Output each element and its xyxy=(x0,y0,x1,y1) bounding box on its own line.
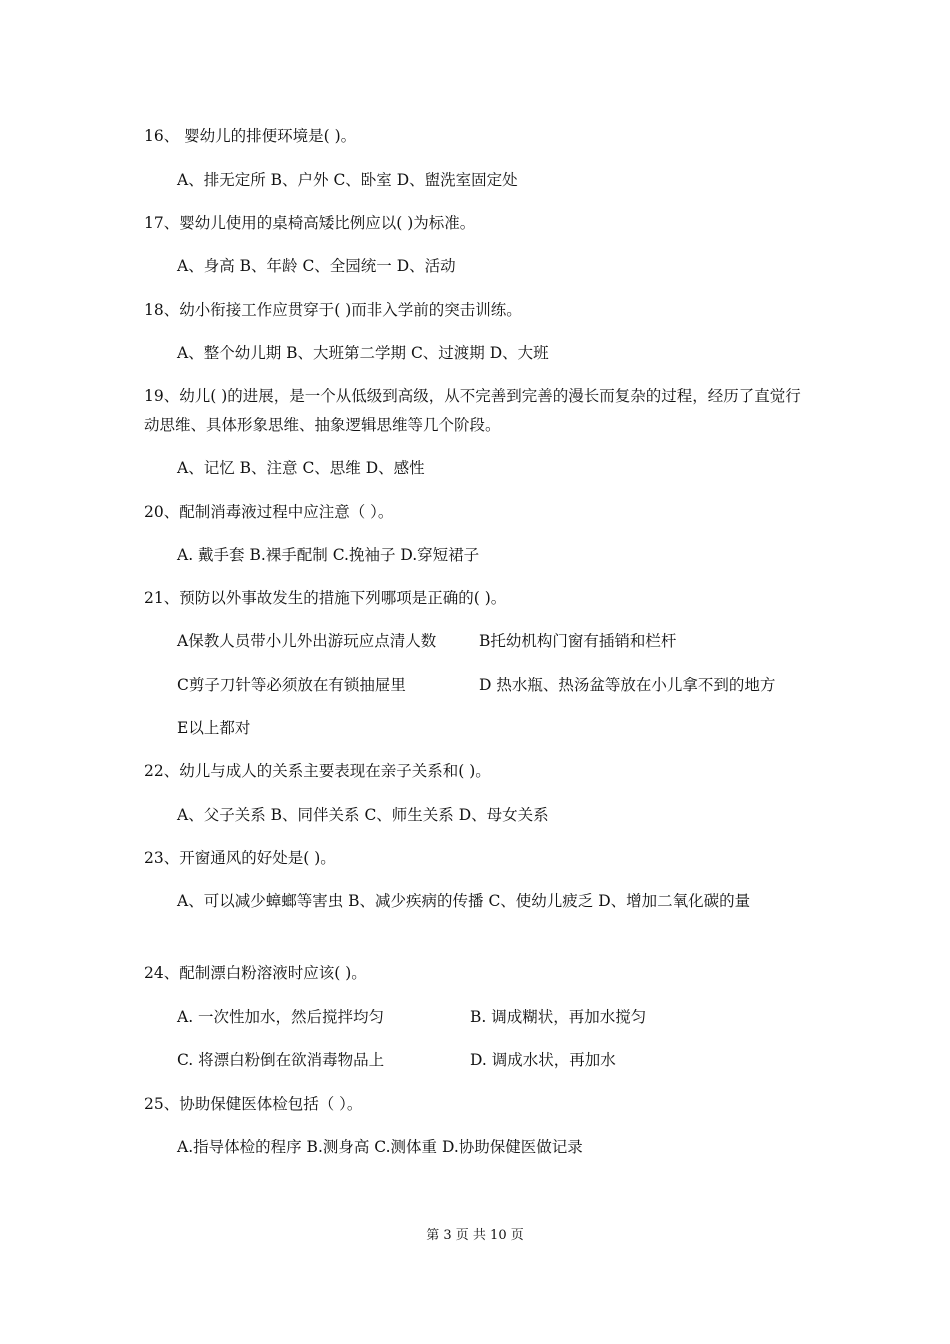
question-25-options: A.指导体检的程序 B.测身高 C.测体重 D.协助保健医做记录 xyxy=(177,1138,583,1156)
question-23-options: A、可以减少蟑螂等害虫 B、减少疾病的传播 C、使幼儿疲乏 D、增加二氧化碳的量 xyxy=(177,892,751,910)
question-24-option-a: A. 一次性加水，然后搅拌均匀 xyxy=(177,1008,385,1026)
question-21-option-a: A保教人员带小儿外出游玩应点清人数 xyxy=(177,632,437,650)
question-24-stem: 24、配制漂白粉溶液时应该( )。 xyxy=(144,964,367,982)
question-21-options-row-1 xyxy=(177,627,817,656)
question-16-stem: 16、 婴幼儿的排便环境是( )。 xyxy=(144,127,357,145)
question-18-options: A、整个幼儿期 B、大班第二学期 C、过渡期 D、大班 xyxy=(177,344,549,362)
question-21-option-c: C剪子刀针等必须放在有锁抽屉里 xyxy=(177,676,406,694)
question-20-options: A. 戴手套 B.裸手配制 C.挽袖子 D.穿短裙子 xyxy=(177,546,480,564)
question-21-option-d: D 热水瓶、热汤盆等放在小儿拿不到的地方 xyxy=(479,676,776,694)
page-footer-label: 第 3 页 共 10 页 xyxy=(426,1228,524,1243)
question-21-option-b: B托幼机构门窗有插销和栏杆 xyxy=(479,632,677,650)
question-24-options-row-1 xyxy=(177,1003,817,1032)
question-17-stem: 17、婴幼儿使用的桌椅高矮比例应以( )为标准。 xyxy=(144,214,476,232)
question-22-options: A、父子关系 B、同伴关系 C、师生关系 D、母女关系 xyxy=(177,806,549,824)
question-21-stem: 21、预防以外事故发生的措施下列哪项是正确的( )。 xyxy=(144,589,507,607)
question-19-stem: 19、幼儿( )的进展，是一个从低级到高级，从不完善到完善的漫长而复杂的过程，经历了直觉行动思维、具体形象思维、抽象逻辑思维等几个阶段。 xyxy=(144,387,801,434)
question-21-options-row-2 xyxy=(177,671,817,700)
question-24-option-d: D. 调成水状，再加水 xyxy=(470,1051,616,1069)
question-24-option-b: B. 调成糊状，再加水搅匀 xyxy=(470,1008,647,1026)
question-21-option-e: E以上都对 xyxy=(177,719,251,737)
question-17-options: A、身高 B、年龄 C、全园统一 D、活动 xyxy=(177,257,456,275)
question-24-option-c: C. 将漂白粉倒在欲消毒物品上 xyxy=(177,1051,385,1069)
question-20-stem: 20、配制消毒液过程中应注意（ ）。 xyxy=(144,503,394,521)
question-23-stem: 23、开窗通风的好处是( )。 xyxy=(144,849,336,867)
question-19-options: A、记忆 B、注意 C、思维 D、感性 xyxy=(177,459,425,477)
question-22-stem: 22、幼儿与成人的关系主要表现在亲子关系和( )。 xyxy=(144,762,491,780)
question-16-options: A、排无定所 B、户外 C、卧室 D、盥洗室固定处 xyxy=(177,171,518,189)
question-18-stem: 18、幼小衔接工作应贯穿于( )而非入学前的突击训练。 xyxy=(144,301,522,319)
question-25-stem: 25、协助保健医体检包括（ ）。 xyxy=(144,1095,363,1113)
question-24-options-row-2 xyxy=(177,1046,817,1075)
